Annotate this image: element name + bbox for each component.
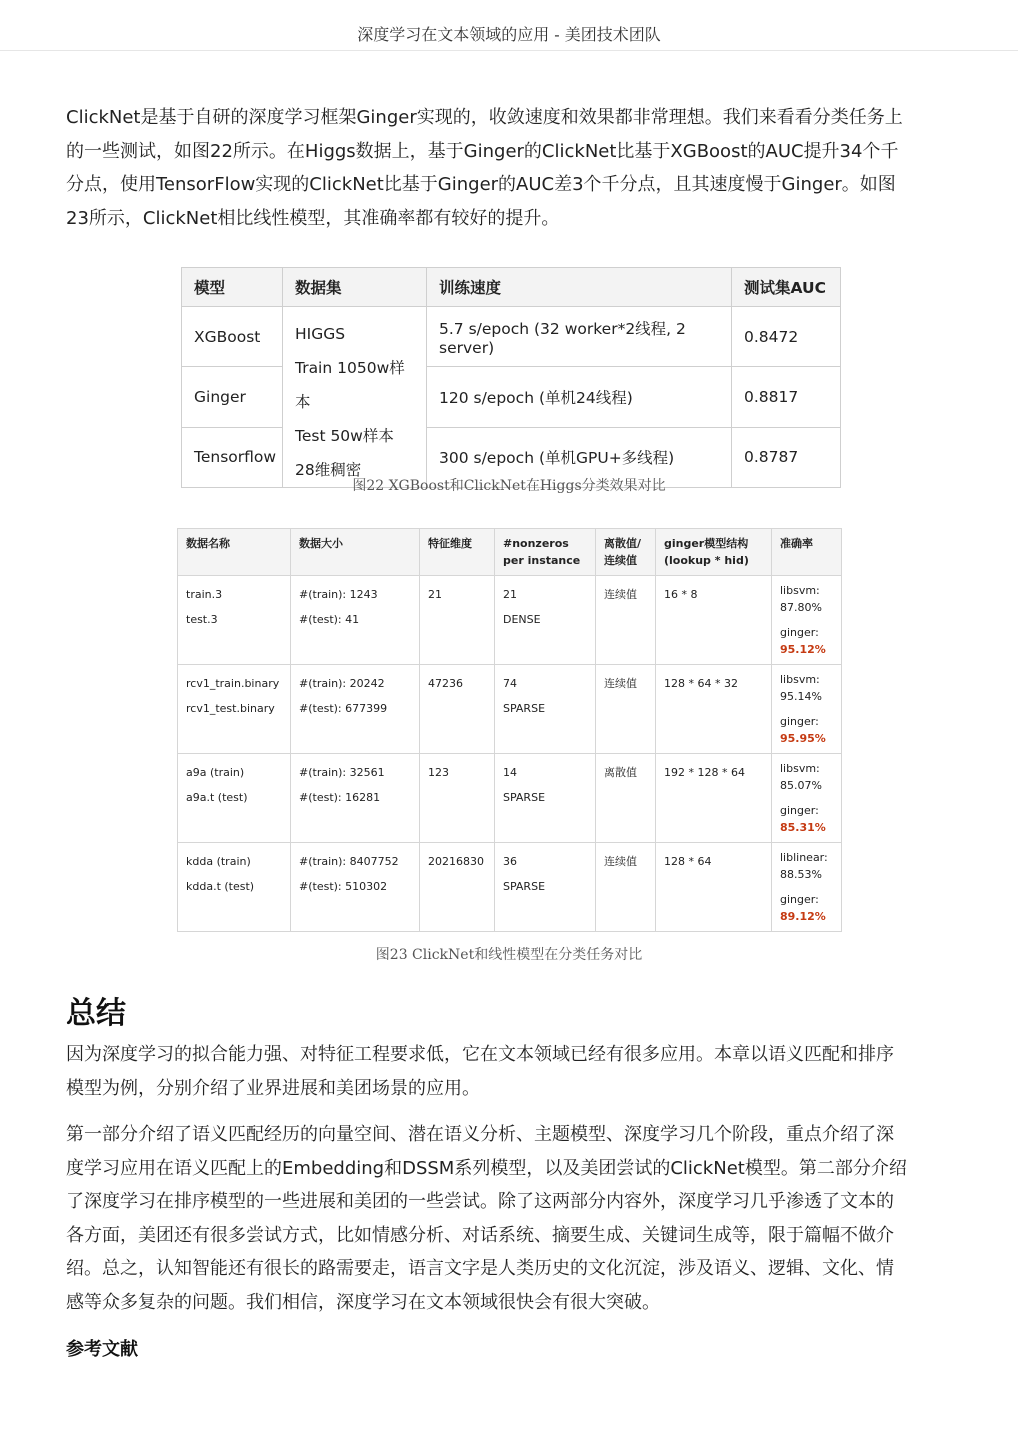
cell-value-type: 连续值 xyxy=(596,576,656,665)
header-divider xyxy=(0,50,1018,51)
test-name: test.3 xyxy=(186,613,218,626)
summary-line: 度学习应用在语义匹配上的Embedding和DSSM系列模型，以及美团尝试的ClickNet模型。第二部分介绍 xyxy=(66,1157,907,1179)
cell-model: Tensorflow xyxy=(182,427,283,487)
baseline-value: 87.80% xyxy=(780,601,822,614)
cell-data-size xyxy=(291,665,420,754)
summary-line: 各方面，美团还有很多尝试方式，比如情感分析、对话系统、摘要生成、关键词生成等，限于篇幅不做介 xyxy=(66,1224,894,1246)
cell-auc: 0.8472 xyxy=(732,307,841,367)
density-type: SPARSE xyxy=(503,880,546,893)
intro-line: ClickNet是基于自研的深度学习框架Ginger实现的，收敛速度和效果都非常理想。我们来看看分类任务上 xyxy=(66,107,903,128)
table-row xyxy=(178,576,842,665)
summary-heading: 总结 xyxy=(66,996,126,1031)
cell-nonzeros xyxy=(495,576,596,665)
summary-paragraph-1 xyxy=(66,1038,956,1105)
dataset-line: Test 50w样本 xyxy=(295,427,394,445)
nonzeros-count: 14 xyxy=(503,766,517,779)
cell-value-type: 离散值 xyxy=(596,754,656,843)
cell-ginger-structure: 192 * 128 * 64 xyxy=(656,754,772,843)
figure-22-caption: 图22 XGBoost和ClickNet在Higgs分类效果对比 xyxy=(352,478,666,494)
dataset-line: HIGGS xyxy=(295,325,346,343)
table-header-row xyxy=(178,529,842,576)
cell-model: Ginger xyxy=(182,367,283,427)
header-speed: 训练速度 xyxy=(427,268,732,307)
table-row xyxy=(178,754,842,843)
train-size: #(train): 20242 xyxy=(299,677,385,690)
header-ginger-structure: ginger模型结构 (lookup * hid) xyxy=(656,529,772,576)
dataset-line: 28维稠密 xyxy=(295,461,362,479)
cell-data-size xyxy=(291,843,420,932)
baseline-label: libsvm: xyxy=(780,762,820,775)
cell-data-name xyxy=(178,665,291,754)
figure-23-caption: 图23 ClickNet和线性模型在分类任务对比 xyxy=(375,947,643,963)
cell-data-size xyxy=(291,576,420,665)
test-name: kdda.t (test) xyxy=(186,880,255,893)
baseline-label: liblinear: xyxy=(780,851,828,864)
summary-line: 了深度学习在排序模型的一些进展和美团的一些尝试。除了这两部分内容外，深度学习几乎渗透了文本的 xyxy=(66,1191,894,1212)
test-size: #(test): 41 xyxy=(299,613,360,626)
summary-line: 因为深度学习的拟合能力强、对特征工程要求低，它在文本领域已经有很多应用。本章以语义匹配和排序 xyxy=(66,1044,894,1065)
train-name: train.3 xyxy=(186,588,223,601)
cell-model: XGBoost xyxy=(182,307,283,367)
header-data-size: 数据大小 xyxy=(291,529,420,576)
density-type: SPARSE xyxy=(503,791,546,804)
cell-feature-dim: 47236 xyxy=(420,665,495,754)
intro-paragraph xyxy=(66,101,956,235)
cell-speed: 300 s/epoch (单机GPU+多线程) xyxy=(427,427,732,487)
header-value-type: 离散值/连续值 xyxy=(596,529,656,576)
header-dataset: 数据集 xyxy=(283,268,427,307)
ginger-value: 85.31% xyxy=(780,821,826,834)
summary-line: 感等众多复杂的问题。我们相信，深度学习在文本领域很快会有很大突破。 xyxy=(66,1291,660,1313)
nonzeros-count: 74 xyxy=(503,677,517,690)
header-model: 模型 xyxy=(182,268,283,307)
cell-nonzeros xyxy=(495,754,596,843)
summary-paragraph-2 xyxy=(66,1118,956,1319)
density-type: DENSE xyxy=(503,613,541,626)
train-name: kdda (train) xyxy=(186,855,251,868)
header-accuracy: 准确率 xyxy=(772,529,842,576)
summary-line: 绍。总之，认知智能还有很长的路需要走，语言文字是人类历史的文化沉淀，涉及语义、逻辑、文化、情 xyxy=(66,1258,894,1279)
nonzeros-count: 21 xyxy=(503,588,517,601)
train-size: #(train): 8407752 xyxy=(299,855,399,868)
cell-data-name xyxy=(178,843,291,932)
ginger-value: 89.12% xyxy=(780,910,826,923)
cell-nonzeros xyxy=(495,843,596,932)
summary-line: 第一部分介绍了语义匹配经历的向量空间、潜在语义分析、主题模型、深度学习几个阶段，重点介绍了深 xyxy=(66,1124,894,1145)
cell-ginger-structure: 128 * 64 xyxy=(656,843,772,932)
table-header-row xyxy=(182,268,841,307)
ginger-label: ginger: xyxy=(780,715,819,728)
baseline-value: 88.53% xyxy=(780,868,822,881)
baseline-label: libsvm: xyxy=(780,584,820,597)
cell-auc: 0.8817 xyxy=(732,367,841,427)
cell-ginger-structure: 16 * 8 xyxy=(656,576,772,665)
test-name: rcv1_test.binary xyxy=(186,702,275,715)
cell-accuracy xyxy=(772,576,842,665)
references-heading: 参考文献 xyxy=(66,1339,138,1360)
test-name: a9a.t (test) xyxy=(186,791,248,804)
test-size: #(test): 510302 xyxy=(299,880,388,893)
ginger-label: ginger: xyxy=(780,893,819,906)
cell-ginger-structure: 128 * 64 * 32 xyxy=(656,665,772,754)
train-name: rcv1_train.binary xyxy=(186,677,280,690)
cell-nonzeros xyxy=(495,665,596,754)
table-row xyxy=(182,367,841,427)
cell-accuracy xyxy=(772,754,842,843)
density-type: SPARSE xyxy=(503,702,546,715)
cell-value-type: 连续值 xyxy=(596,665,656,754)
cell-speed: 120 s/epoch (单机24线程) xyxy=(427,367,732,427)
dataset-line: Train 1050w样本 xyxy=(295,359,405,411)
cell-accuracy xyxy=(772,665,842,754)
train-size: #(train): 1243 xyxy=(299,588,378,601)
ginger-label: ginger: xyxy=(780,804,819,817)
cell-value-type: 连续值 xyxy=(596,843,656,932)
cell-accuracy xyxy=(772,843,842,932)
test-size: #(test): 16281 xyxy=(299,791,381,804)
cell-speed: 5.7 s/epoch (32 worker*2线程, 2 server) xyxy=(427,307,732,367)
table-row xyxy=(178,665,842,754)
table-row xyxy=(182,307,841,367)
header-nonzeros: #nonzeros per instance xyxy=(495,529,596,576)
cell-dataset xyxy=(283,307,427,488)
higgs-comparison-table xyxy=(181,267,841,488)
nonzeros-count: 36 xyxy=(503,855,517,868)
ginger-label: ginger: xyxy=(780,626,819,639)
intro-line: 分点，使用TensorFlow实现的ClickNet比基于Ginger的AUC差3个千分点，且其速度慢于Ginger。如图 xyxy=(66,174,896,195)
header-data-name: 数据名称 xyxy=(178,529,291,576)
baseline-label: libsvm: xyxy=(780,673,820,686)
intro-line: 23所示，ClickNet相比线性模型，其准确率都有较好的提升。 xyxy=(66,207,560,229)
cell-data-name xyxy=(178,576,291,665)
intro-line: 的一些测试，如图22所示。在Higgs数据上，基于Ginger的ClickNet比基于XGBoost的AUC提升34个千 xyxy=(66,140,899,162)
table-row xyxy=(178,843,842,932)
baseline-value: 85.07% xyxy=(780,779,822,792)
linear-model-comparison-table xyxy=(177,528,842,932)
header-auc: 测试集AUC xyxy=(732,268,841,307)
ginger-value: 95.12% xyxy=(780,643,826,656)
cell-auc: 0.8787 xyxy=(732,427,841,487)
cell-data-size xyxy=(291,754,420,843)
test-size: #(test): 677399 xyxy=(299,702,388,715)
cell-data-name xyxy=(178,754,291,843)
page-header-title: 深度学习在文本领域的应用 - 美团技术团队 xyxy=(357,25,661,44)
cell-feature-dim: 20216830 xyxy=(420,843,495,932)
cell-feature-dim: 21 xyxy=(420,576,495,665)
train-size: #(train): 32561 xyxy=(299,766,385,779)
summary-line: 模型为例，分别介绍了业界进展和美团场景的应用。 xyxy=(66,1077,480,1099)
train-name: a9a (train) xyxy=(186,766,245,779)
cell-feature-dim: 123 xyxy=(420,754,495,843)
ginger-value: 95.95% xyxy=(780,732,826,745)
baseline-value: 95.14% xyxy=(780,690,822,703)
header-feature-dim: 特征维度 xyxy=(420,529,495,576)
